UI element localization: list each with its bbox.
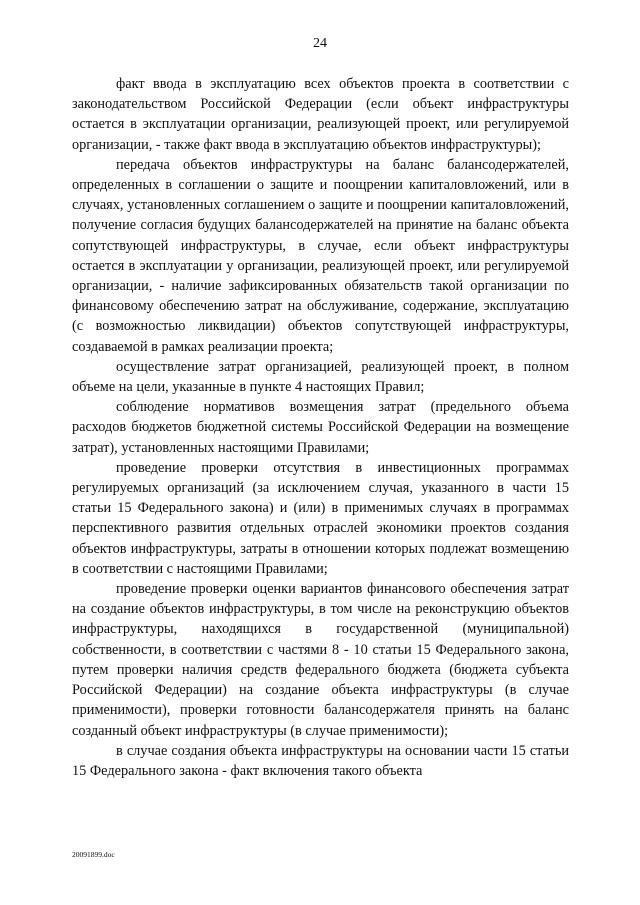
paragraph-full-expenses: осуществление затрат организацией, реализующей проект, в полном объеме на цели, указанные в пункте 4 настоящих Правил; xyxy=(72,358,569,396)
paragraph-commissioning-fact: факт ввода в эксплуатацию всех объектов проекта в соответствии с законодательством Российской Федерации (если объект инфраструктуры остается в эксплуатации организации, реализующей проект, или регулируемой организации, - также факт ввода в эксплуатацию объектов инфраструктуры); xyxy=(72,76,569,153)
document-body xyxy=(72,74,569,781)
page-number: 24 xyxy=(313,36,327,51)
footer-file-code: 20091899.doc xyxy=(72,850,115,859)
paragraph-investment-program-check: проведение проверки отсутствия в инвестиционных программах регулируемых организаций (за исключением случая, указанного в части 15 статьи 15 Федерального закона) и (или) в применимых случаях в программах перспективного развития отдельных отраслей экономики проектов создания объектов инфраструктуры, затраты в отношении которых подлежат возмещению в соответствии с настоящими Правилами; xyxy=(72,459,569,577)
paragraph-part15-inclusion: в случае создания объекта инфраструктуры на основании части 15 статьи 15 Федерального закона - факт включения такого объекта xyxy=(72,742,569,779)
paragraph-balance-transfer: передача объектов инфраструктуры на баланс балансодержателей, определенных в соглашении о защите и поощрении капиталовложений, или в случаях, установленных соглашением о защите и поощрении капиталовложений, получение согласия будущих балансодержателей на принятие на баланс объекта сопутствующей инфраструктуры, в случае, если объект инфраструктуры остается в эксплуатации у организации, реализующей проект, или регулируемой организации, - наличие зафиксированных обязательств такой организации по финансовому обеспечению затрат на обслуживание, содержание, эксплуатацию (с возможностью ликвидации) объектов сопутствующей инфраструктуры, создаваемой в рамках реализации проекта; xyxy=(72,156,569,355)
paragraph-reimbursement-norms: соблюдение нормативов возмещения затрат (предельного объема расходов бюджетов бюджетной системы Российской Федерации на возмещение затрат), установленных настоящими Правилами; xyxy=(72,399,569,456)
paragraph-financing-options-check: проведение проверки оценки вариантов финансового обеспечения затрат на создание объектов инфраструктуры, в том числе на реконструкцию объектов инфраструктуры, находящихся в государственной (муниципальной) собственности, в соответствии с частями 8 - 10 статьи 15 Федерального закона, путем проверки наличия средств федерального бюджета (бюджета субъекта Российской Федерации) на создание объекта инфраструктуры (в случае применимости), проверки готовности балансодержателя принять на баланс созданный объект инфраструктуры (в случае применимости); xyxy=(72,581,569,739)
